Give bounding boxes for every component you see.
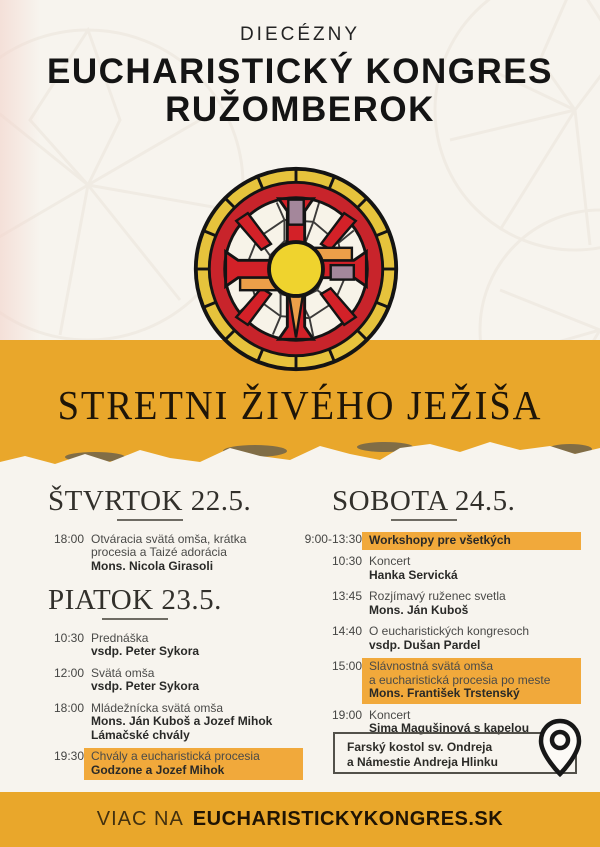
schedule-event-highlighted xyxy=(300,658,598,701)
map-pin-icon xyxy=(537,718,583,778)
pretitle: DIECÉZNY xyxy=(239,24,361,45)
event-time: 15:00 xyxy=(331,659,362,673)
title-line-2: RUŽOMBEROK xyxy=(165,90,435,129)
heading-rule xyxy=(391,519,457,521)
event-speaker: Hanka Servická xyxy=(369,567,458,582)
highlight-box xyxy=(362,532,581,551)
event-time: 19:00 xyxy=(331,707,362,722)
tagline: STRETNI ŽIVÉHO JEŽIŠA xyxy=(57,382,543,428)
event-desc: Prednáška xyxy=(91,630,149,645)
event-speaker: vsdp. Peter Sykora xyxy=(91,644,200,658)
section-thursday xyxy=(48,486,300,573)
stained-glass-emblem-icon xyxy=(190,163,402,375)
schedule-event xyxy=(48,531,300,574)
event-speaker: Godzone a Jozef Mihok xyxy=(91,762,225,777)
highlight-box xyxy=(362,658,581,704)
event-desc: Chvály a eucharistická procesia xyxy=(91,749,260,763)
title-line-1: EUCHARISTICKÝ KONGRES xyxy=(47,52,553,91)
event-desc: procesia a Taizé adorácia xyxy=(91,545,227,559)
heading-rule xyxy=(117,519,183,521)
event-desc: Koncert xyxy=(369,707,411,722)
event-desc: Slávnostná svätá omša xyxy=(369,659,494,673)
event-speaker: vsdp. Dušan Pardel xyxy=(369,637,481,652)
poster-header xyxy=(0,24,600,129)
event-speaker: Mons. František Trstenský xyxy=(369,686,520,700)
location-line-1: Farský kostol sv. Ondreja xyxy=(347,740,493,754)
schedule-event xyxy=(48,665,300,694)
event-speaker: Sima Magušinová s kapelou xyxy=(369,721,530,735)
footer-prefix: VIAC NA xyxy=(96,808,184,830)
event-desc: Otváracia svätá omša, krátka xyxy=(91,531,247,546)
location-box xyxy=(333,732,577,774)
heading-rule xyxy=(102,618,168,620)
event-desc: Svätá omša xyxy=(91,665,155,680)
section-friday xyxy=(48,585,300,777)
location-line-2: a Námestie Andreja Hlinku xyxy=(347,754,498,769)
schedule-column-right xyxy=(300,486,598,748)
event-speaker: Mons. Ján Kuboš xyxy=(369,602,469,617)
section-heading: PIATOK 23.5. xyxy=(48,584,222,616)
schedule-event xyxy=(300,588,598,617)
event-desc: Mládežnícka svätá omša xyxy=(91,700,224,715)
section-saturday xyxy=(300,486,598,736)
event-speaker: Mons. Ján Kuboš a Jozef Mihok xyxy=(91,714,273,728)
footer-site: EUCHARISTICKYKONGRES.SK xyxy=(192,808,504,830)
schedule-column-left xyxy=(48,486,300,789)
section-heading: ŠTVRTOK 22.5. xyxy=(48,485,252,517)
schedule-event xyxy=(48,700,300,743)
event-speaker: Mons. Nicola Girasoli xyxy=(91,558,214,573)
highlight-box xyxy=(84,748,303,780)
event-time: 18:00 xyxy=(53,531,84,546)
event-speaker: Lámačské chvály xyxy=(91,727,190,742)
event-time: 13:45 xyxy=(331,589,362,603)
event-time: 14:40 xyxy=(331,624,362,638)
section-heading: SOBOTA 24.5. xyxy=(332,485,516,517)
schedule-event xyxy=(300,553,598,582)
schedule-event-highlighted xyxy=(300,531,598,548)
event-time: 12:00 xyxy=(53,665,84,680)
event-time: 10:30 xyxy=(53,630,84,645)
schedule-event-highlighted xyxy=(48,748,300,777)
event-time: 10:30 xyxy=(331,554,362,568)
schedule-event xyxy=(48,630,300,659)
event-desc: Workshopy pre všetkých xyxy=(369,532,511,547)
event-desc: O eucharistických kongresoch xyxy=(369,624,530,638)
event-desc: Koncert xyxy=(369,554,411,568)
event-time: 18:00 xyxy=(53,700,84,715)
torn-paper-edge-icon xyxy=(0,436,600,490)
event-speaker: vsdp. Peter Sykora xyxy=(91,679,200,693)
event-time: 19:30 xyxy=(53,749,84,763)
schedule-event xyxy=(300,623,598,652)
event-desc: a eucharistická procesia po meste xyxy=(369,672,551,687)
footer-bar xyxy=(0,792,600,847)
event-time: 9:00-13:30 xyxy=(304,531,362,546)
event-desc: Rozjímavý ruženec svetla xyxy=(369,589,506,603)
